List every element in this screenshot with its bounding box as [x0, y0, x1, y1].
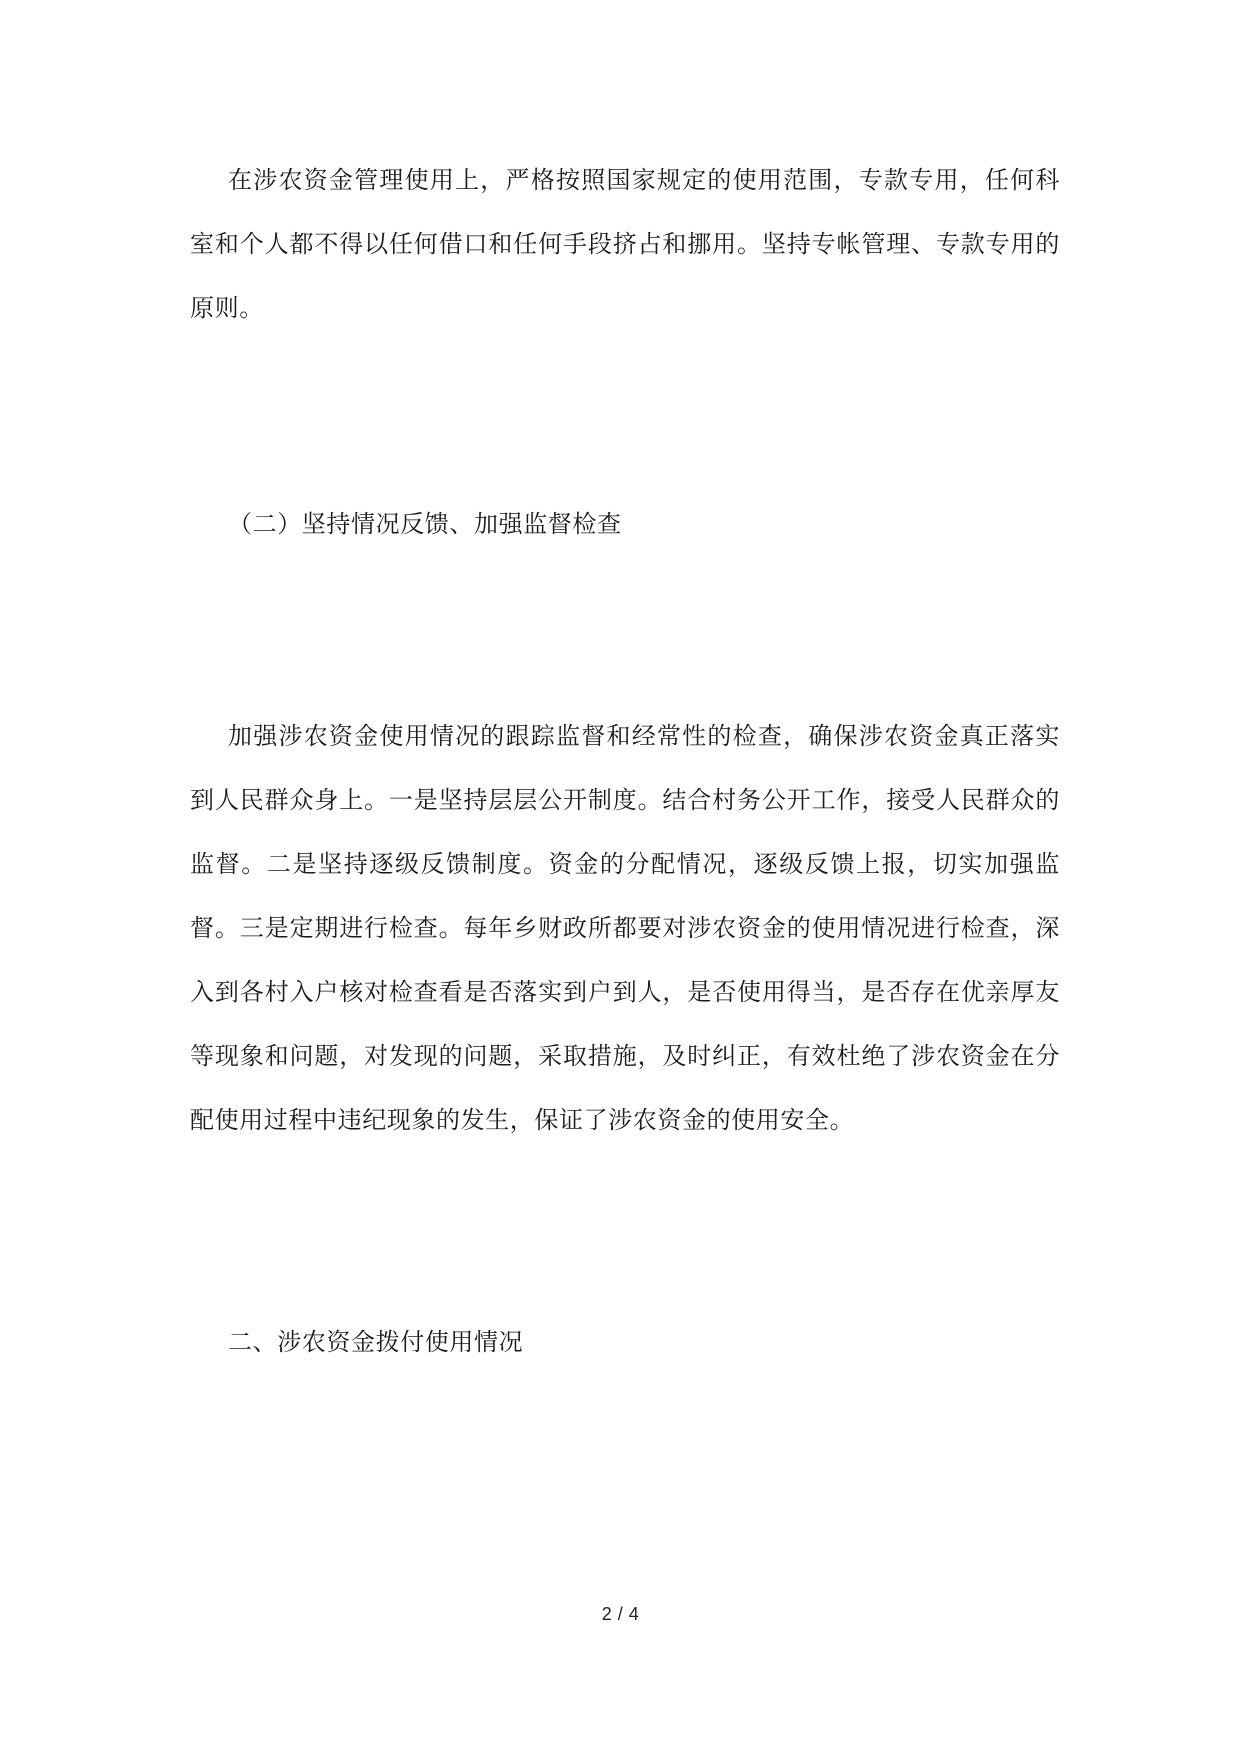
- page-number: 2 / 4: [601, 1604, 640, 1624]
- section-heading-feedback-supervision: （二）坚持情况反馈、加强监督检查: [228, 510, 622, 538]
- paragraph-supervision-inspection: 加强涉农资金使用情况的跟踪监督和经常性的检查，确保涉农资金真正落实到人民群众身上。一是坚持层层公开制度。结合村务公开工作，接受人民群众的监督。二是坚持逐级反馈制度。资金的分配情况，逐级反馈上报，切实加强监督。三是定期进行检查。每年乡财政所都要对涉农资金的使用情况进行检查，深入到各村入户核对检查看是否落实到户到人，是否使用得当，是否存在优亲厚友等现象和问题，对发现的问题，采取措施，及时纠正，有效杜绝了涉农资金在分配使用过程中违纪现象的发生，保证了涉农资金的使用安全。: [190, 722, 1060, 1134]
- section-heading-fund-disbursement: 二、涉农资金拨付使用情况: [228, 1328, 524, 1356]
- paragraph-fund-management: 在涉农资金管理使用上，严格按照国家规定的使用范围，专款专用，任何科室和个人都不得以任何借口和任何手段挤占和挪用。坚持专帐管理、专款专用的原则。: [190, 166, 1060, 322]
